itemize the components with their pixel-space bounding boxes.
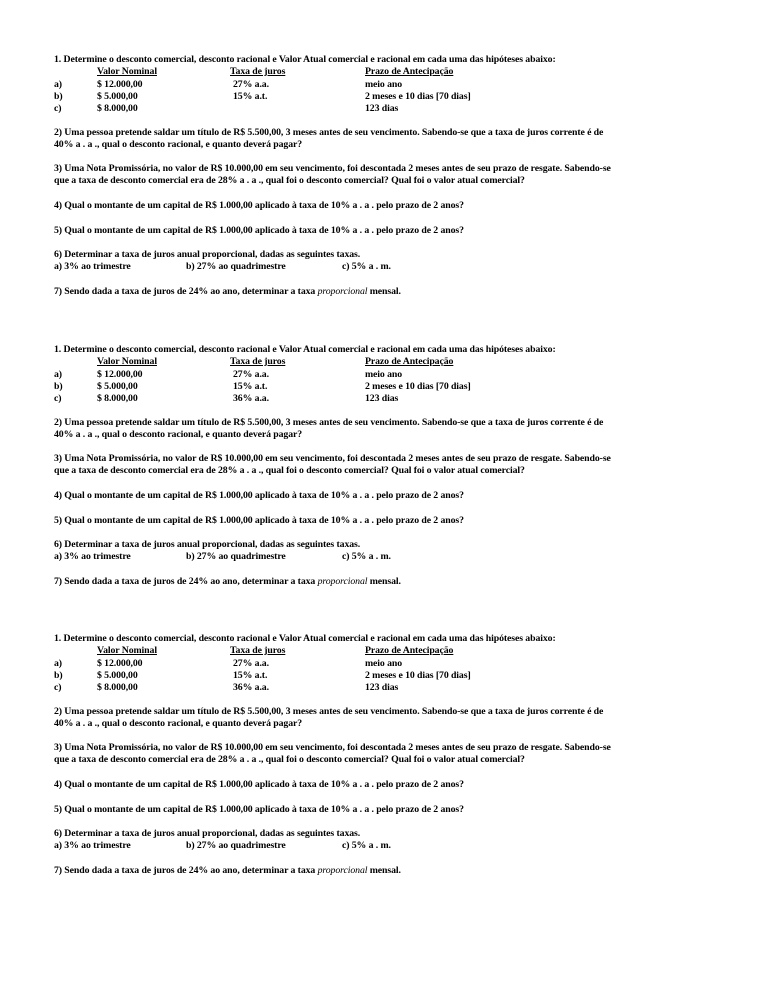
row-term: meio ano — [365, 369, 403, 380]
row-interest-rate: 27% a.a. — [233, 369, 269, 380]
question-2-line-2: 40% a . a ., qual o desconto racional, e quanto deverá pagar? — [54, 718, 303, 729]
header-valor-nominal: Valor Nominal — [97, 645, 157, 656]
question-6-title: 6) Determinar a taxa de juros anual proporcional, dadas as seguintes taxas. — [54, 249, 361, 260]
row-label: c) — [54, 103, 62, 114]
question-2-line-2: 40% a . a ., qual o desconto racional, e quanto deverá pagar? — [54, 139, 303, 150]
question-6-title: 6) Determinar a taxa de juros anual proporcional, dadas as seguintes taxas. — [54, 828, 361, 839]
row-interest-rate: 27% a.a. — [233, 79, 269, 90]
header-prazo-antecipacao: Prazo de Antecipação — [365, 356, 454, 367]
row-term: 123 dias — [365, 393, 399, 404]
question-5: 5) Qual o montante de um capital de R$ 1.000,00 aplicado à taxa de 10% a . a . pelo prazo de 2 anos? — [54, 515, 464, 526]
question-3-line-2: que a taxa de desconto comercial era de 28% a . a ., qual foi o desconto comercial? Qual foi o valor atual comercial? — [54, 754, 525, 765]
question-7-italic-word: proporcional — [317, 286, 368, 297]
row-label: b) — [54, 670, 63, 681]
question-2-line-1: 2) Uma pessoa pretende saldar um título de R$ 5.500,00, 3 meses antes de seu vencimento. Sabendo-se que a taxa de juros corrente é de — [54, 417, 604, 428]
row-label: b) — [54, 91, 63, 102]
question-6-option-b: b) 27% ao quadrimestre — [186, 840, 286, 851]
question-6-option-a: a) 3% ao trimestre — [54, 551, 131, 562]
question-6-option-c: c) 5% a . m. — [342, 840, 391, 851]
row-interest-rate: 36% a.a. — [233, 682, 269, 693]
question-7-text-end: mensal. — [367, 286, 401, 297]
header-prazo-antecipacao: Prazo de Antecipação — [365, 66, 454, 77]
question-7-italic-word: proporcional — [317, 576, 368, 587]
question-3-line-1: 3) Uma Nota Promissória, no valor de R$ 10.000,00 em seu vencimento, foi descontada 2 meses antes de seu prazo de resgate. Sabendo-se — [54, 742, 611, 753]
question-7-italic-word: proporcional — [317, 865, 368, 876]
question-7 — [54, 286, 401, 299]
question-4: 4) Qual o montante de um capital de R$ 1.000,00 aplicado à taxa de 10% a . a . pelo prazo de 2 anos? — [54, 490, 464, 501]
row-nominal-value: $ 12.000,00 — [97, 79, 143, 90]
row-label: c) — [54, 393, 62, 404]
question-3-line-2: que a taxa de desconto comercial era de 28% a . a ., qual foi o desconto comercial? Qual foi o valor atual comercial? — [54, 465, 525, 476]
question-6-option-c: c) 5% a . m. — [342, 551, 391, 562]
question-2-line-2: 40% a . a ., qual o desconto racional, e quanto deverá pagar? — [54, 429, 303, 440]
row-interest-rate: 36% a.a. — [233, 393, 269, 404]
row-label: c) — [54, 682, 62, 693]
question-6-option-b: b) 27% ao quadrimestre — [186, 261, 286, 272]
row-interest-rate: 15% a.t. — [233, 670, 268, 681]
row-nominal-value: $ 8.000,00 — [97, 103, 138, 114]
header-taxa-de-juros: Taxa de juros — [230, 645, 286, 656]
question-6-option-a: a) 3% ao trimestre — [54, 840, 131, 851]
row-label: b) — [54, 381, 63, 392]
row-label: a) — [54, 658, 62, 669]
header-valor-nominal: Valor Nominal — [97, 356, 157, 367]
question-3-line-1: 3) Uma Nota Promissória, no valor de R$ 10.000,00 em seu vencimento, foi descontada 2 meses antes de seu prazo de resgate. Sabendo-se — [54, 163, 611, 174]
row-label: a) — [54, 369, 62, 380]
row-term: 2 meses e 10 dias [70 dias] — [365, 381, 471, 392]
row-nominal-value: $ 12.000,00 — [97, 658, 143, 669]
question-7-text: 7) Sendo dada a taxa de juros de 24% ao ano, determinar a taxa — [54, 576, 318, 587]
row-nominal-value: $ 5.000,00 — [97, 381, 138, 392]
header-prazo-antecipacao: Prazo de Antecipação — [365, 645, 454, 656]
row-interest-rate: 15% a.t. — [233, 91, 268, 102]
row-nominal-value: $ 12.000,00 — [97, 369, 143, 380]
question-6-option-c: c) 5% a . m. — [342, 261, 391, 272]
row-term: 123 dias — [365, 103, 399, 114]
header-valor-nominal: Valor Nominal — [97, 66, 157, 77]
row-term: meio ano — [365, 79, 403, 90]
row-nominal-value: $ 8.000,00 — [97, 393, 138, 404]
row-interest-rate: 27% a.a. — [233, 658, 269, 669]
question-6-option-b: b) 27% ao quadrimestre — [186, 551, 286, 562]
question-1-title: 1. Determine o desconto comercial, desconto racional e Valor Atual comercial e racional em cada uma das hipóteses abaixo: — [54, 633, 556, 644]
row-term: meio ano — [365, 658, 403, 669]
header-taxa-de-juros: Taxa de juros — [230, 66, 286, 77]
row-term: 2 meses e 10 dias [70 dias] — [365, 91, 471, 102]
question-7 — [54, 576, 401, 589]
question-2-line-1: 2) Uma pessoa pretende saldar um título de R$ 5.500,00, 3 meses antes de seu vencimento. Sabendo-se que a taxa de juros corrente é de — [54, 706, 604, 717]
header-taxa-de-juros: Taxa de juros — [230, 356, 286, 367]
question-7-text: 7) Sendo dada a taxa de juros de 24% ao ano, determinar a taxa — [54, 286, 318, 297]
question-5: 5) Qual o montante de um capital de R$ 1.000,00 aplicado à taxa de 10% a . a . pelo prazo de 2 anos? — [54, 804, 464, 815]
question-7-text-end: mensal. — [367, 865, 401, 876]
question-4: 4) Qual o montante de um capital de R$ 1.000,00 aplicado à taxa de 10% a . a . pelo prazo de 2 anos? — [54, 779, 464, 790]
row-interest-rate: 15% a.t. — [233, 381, 268, 392]
row-term: 2 meses e 10 dias [70 dias] — [365, 670, 471, 681]
question-7-text: 7) Sendo dada a taxa de juros de 24% ao ano, determinar a taxa — [54, 865, 318, 876]
row-nominal-value: $ 5.000,00 — [97, 670, 138, 681]
question-5: 5) Qual o montante de um capital de R$ 1.000,00 aplicado à taxa de 10% a . a . pelo prazo de 2 anos? — [54, 225, 464, 236]
question-1-title: 1. Determine o desconto comercial, desconto racional e Valor Atual comercial e racional em cada uma das hipóteses abaixo: — [54, 54, 556, 65]
row-label: a) — [54, 79, 62, 90]
question-4: 4) Qual o montante de um capital de R$ 1.000,00 aplicado à taxa de 10% a . a . pelo prazo de 2 anos? — [54, 200, 464, 211]
question-3-line-2: que a taxa de desconto comercial era de 28% a . a ., qual foi o desconto comercial? Qual foi o valor atual comercial? — [54, 175, 525, 186]
question-7 — [54, 865, 401, 878]
question-3-line-1: 3) Uma Nota Promissória, no valor de R$ 10.000,00 em seu vencimento, foi descontada 2 meses antes de seu prazo de resgate. Sabendo-se — [54, 453, 611, 464]
row-nominal-value: $ 8.000,00 — [97, 682, 138, 693]
question-6-title: 6) Determinar a taxa de juros anual proporcional, dadas as seguintes taxas. — [54, 539, 361, 550]
row-term: 123 dias — [365, 682, 399, 693]
question-2-line-1: 2) Uma pessoa pretende saldar um título de R$ 5.500,00, 3 meses antes de seu vencimento. Sabendo-se que a taxa de juros corrente é de — [54, 127, 604, 138]
question-7-text-end: mensal. — [367, 576, 401, 587]
question-1-title: 1. Determine o desconto comercial, desconto racional e Valor Atual comercial e racional em cada uma das hipóteses abaixo: — [54, 344, 556, 355]
question-6-option-a: a) 3% ao trimestre — [54, 261, 131, 272]
row-nominal-value: $ 5.000,00 — [97, 91, 138, 102]
